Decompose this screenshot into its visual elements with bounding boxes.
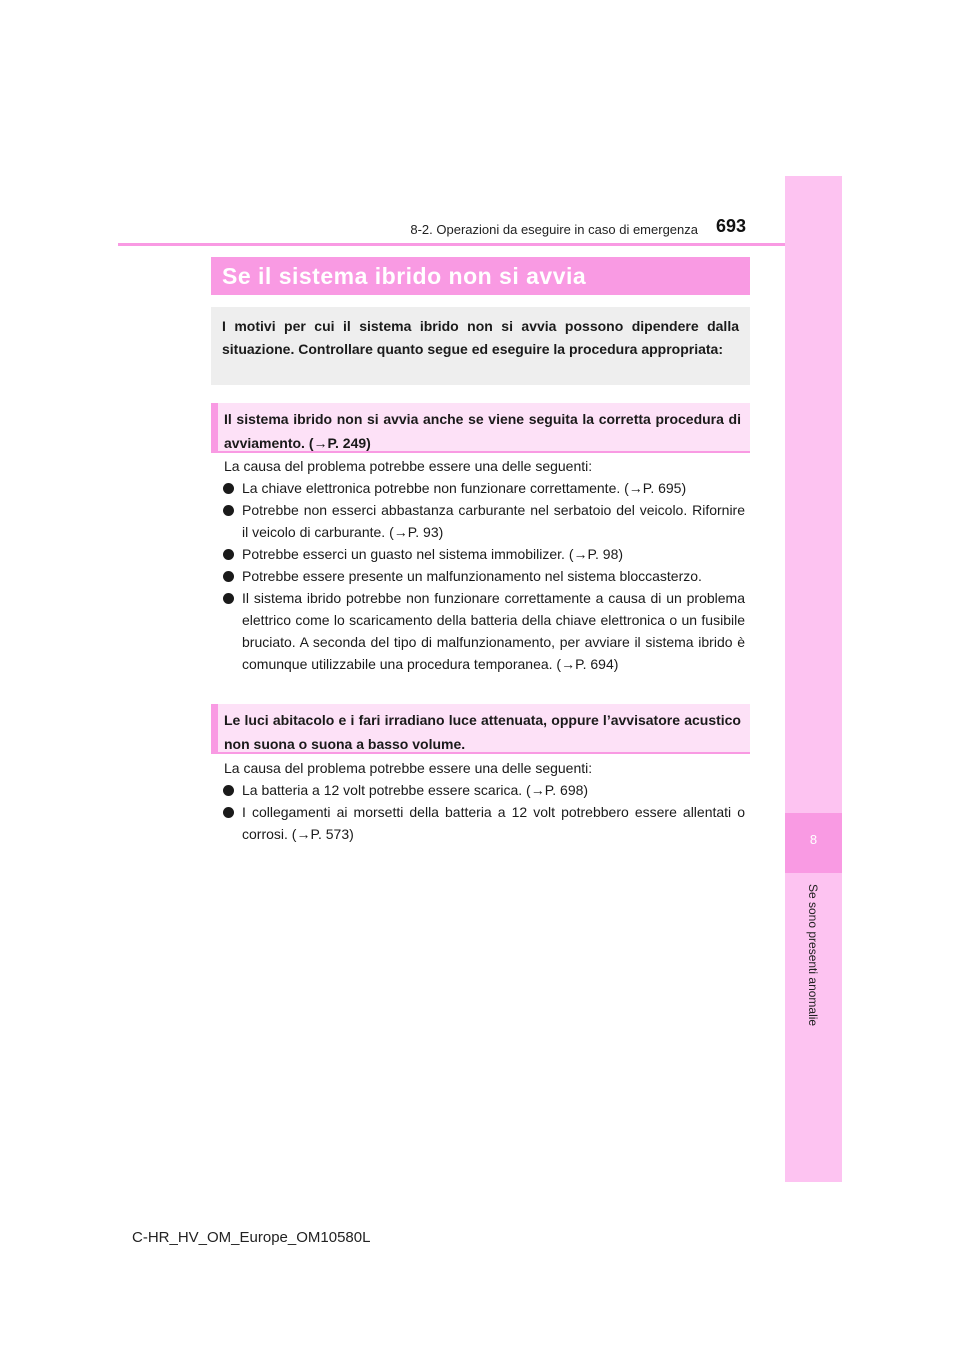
section-header: 8-2. Operazioni da eseguire in caso di emergenza [410, 222, 698, 237]
chapter-number: 8 [809, 832, 818, 847]
intro-box [211, 307, 750, 385]
document-code: C-HR_HV_OM_Europe_OM10580L [132, 1229, 371, 1246]
bullet-icon [223, 483, 234, 494]
bullet-icon [223, 807, 234, 818]
page-title: Se il sistema ibrido non si avvia [222, 263, 587, 289]
list-item: I collegamenti ai morsetti della batteria a 12 volt potrebbero essere allentati o corrosi. (→P. 573) [242, 804, 745, 842]
chapter-title: Se sono presenti anomalie [806, 884, 820, 1027]
section-heading: Le luci abitacolo e i fari irradiano luce attenuata, oppure l’avvisatore acustico non suona o suona a basso volume. [224, 712, 741, 752]
list-item: Il sistema ibrido potrebbe non funzionare correttamente a causa di un problema elettrico come lo scaricamento della batteria della chiave elettronica o un fusibile bruciato. A seconda del tipo di malfunzionamento, per avviare il sistema ibrido è comunque utilizzabile una procedura temporanea. (→P. 694) [242, 590, 745, 672]
section-heading-box [211, 403, 750, 453]
intro-text: I motivi per cui il sistema ibrido non si avvia possono dipendere dalla situazione. Controllare quanto segue ed eseguire la procedura appropriata: [222, 318, 739, 357]
list-item: La chiave elettronica potrebbe non funzionare correttamente. (→P. 695) [242, 480, 687, 496]
bullet-icon [223, 505, 234, 516]
section-heading-box [211, 704, 750, 754]
list-item: La batteria a 12 volt potrebbe essere scarica. (→P. 698) [242, 782, 589, 798]
list-item: Potrebbe non esserci abbastanza carburante nel serbatoio del veicolo. Rifornire il veicolo di carburante. (→P. 93) [242, 502, 745, 540]
list-item: Potrebbe esserci un guasto nel sistema immobilizer. (→P. 98) [242, 546, 624, 562]
section-lead: La causa del problema potrebbe essere una delle seguenti: [224, 760, 593, 776]
header-rule [118, 243, 785, 246]
page-number: 693 [716, 216, 747, 236]
bullet-icon [223, 571, 234, 582]
bullet-icon [223, 549, 234, 560]
bullet-icon [223, 593, 234, 604]
bullet-icon [223, 785, 234, 796]
chapter-side-tab [785, 176, 842, 1182]
section-lead: La causa del problema potrebbe essere una delle seguenti: [224, 458, 593, 474]
section-heading: Il sistema ibrido non si avvia anche se viene seguita la corretta procedura di avviamento. (→P. 249) [224, 411, 741, 451]
list-item: Potrebbe essere presente un malfunzionamento nel sistema bloccasterzo. [242, 568, 702, 584]
